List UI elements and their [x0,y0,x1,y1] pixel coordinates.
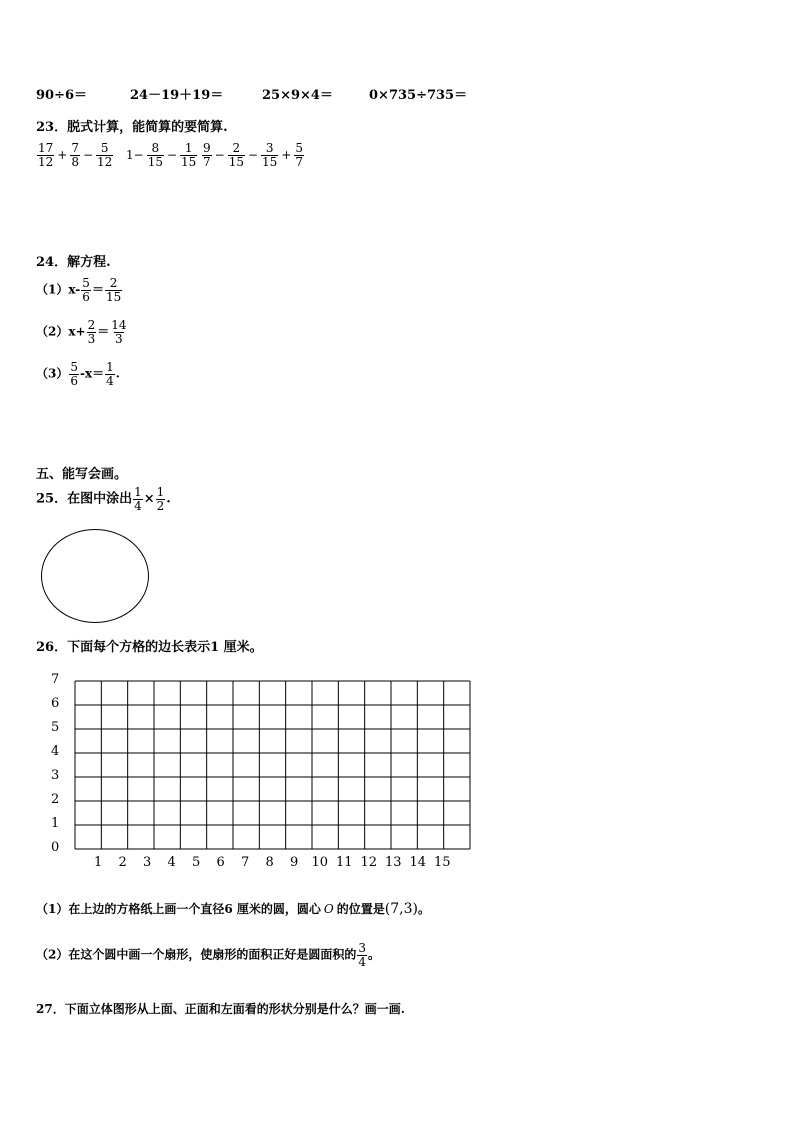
x-axis-label: 1 [94,855,103,870]
q24-equation-3: （3） $\frac{5}{6}$ -x＝ $\frac{1}{4}$ . [36,360,120,388]
y-axis-label: 2 [51,792,60,807]
y-axis-label: 3 [51,768,60,783]
x-axis-label: 13 [385,855,402,870]
x-axis-label: 5 [192,855,201,870]
q25-title: 25．在图中涂出 $\frac{1}{4}$ × $\frac{1}{2}$ . [36,485,171,513]
x-axis-label: 14 [409,855,427,870]
x-axis-label: 7 [241,855,250,870]
section-five-title: 五、能写会画。 [36,467,128,482]
x-axis-label: 12 [360,855,378,870]
x-axis-label: 15 [434,855,451,870]
oral-calc-2: 24－19＋19＝ [130,88,224,103]
x-axis-label: 11 [336,855,353,870]
oral-calc-4: 0×735÷735＝ [369,88,468,103]
q23-expression-3: $\frac{9}{7}$ − $\frac{2}{15}$ − $\frac{3}{15}$ + $\frac{5}{7}$ [203,141,304,169]
oral-calc-3: 25×9×4＝ [262,88,333,103]
q26-part-1: （1）在上边的方格纸上画一个直径6 厘米的圆，圆心 O 的位置是(7,3)。 [36,901,430,917]
q24-equation-2: （2）x+ $\frac{2}{3}$ ＝ $\frac{14}{3}$ [36,318,127,346]
x-axis-label: 4 [167,855,176,870]
y-axis-label: 1 [51,816,60,831]
q26-center-o: O [323,902,334,916]
x-axis-label: 10 [311,855,329,870]
x-axis-label: 6 [216,855,225,870]
x-axis-label: 9 [290,855,299,870]
oral-calc-1: 90÷6＝ [36,88,88,103]
x-axis-label: 2 [118,855,127,870]
q27-title: 27．下面立体图形从上面、正面和左面看的形状分别是什么？画一画. [36,1002,405,1016]
q24-title: 24．解方程. [36,255,111,270]
y-axis-label: 5 [51,720,60,735]
q23-expression-2: 1− $\frac{8}{15}$ − $\frac{1}{15}$ [126,141,197,169]
y-axis-label: 6 [51,696,60,711]
y-axis-label: 0 [51,840,60,855]
y-axis-label: 4 [51,744,60,759]
q26-part-2: （2）在这个圆中画一个扇形，使扇形的面积正好是圆面积的 $\frac{3}{4}$ 。 [36,941,381,969]
q26-title: 26．下面每个方格的边长表示1 厘米。 [36,640,263,655]
q23-expression-1: $\frac{17}{12}$ + $\frac{7}{8}$ − $\frac{5}{12}$ [38,141,113,169]
y-axis-label: 7 [51,672,60,687]
x-axis-label: 8 [265,855,274,870]
q24-equation-1: （1）x- $\frac{5}{6}$ ＝ $\frac{2}{15}$ [36,276,122,304]
x-axis-label: 3 [143,855,152,870]
q23-title: 23．脱式计算，能简算的要简算. [36,120,228,135]
